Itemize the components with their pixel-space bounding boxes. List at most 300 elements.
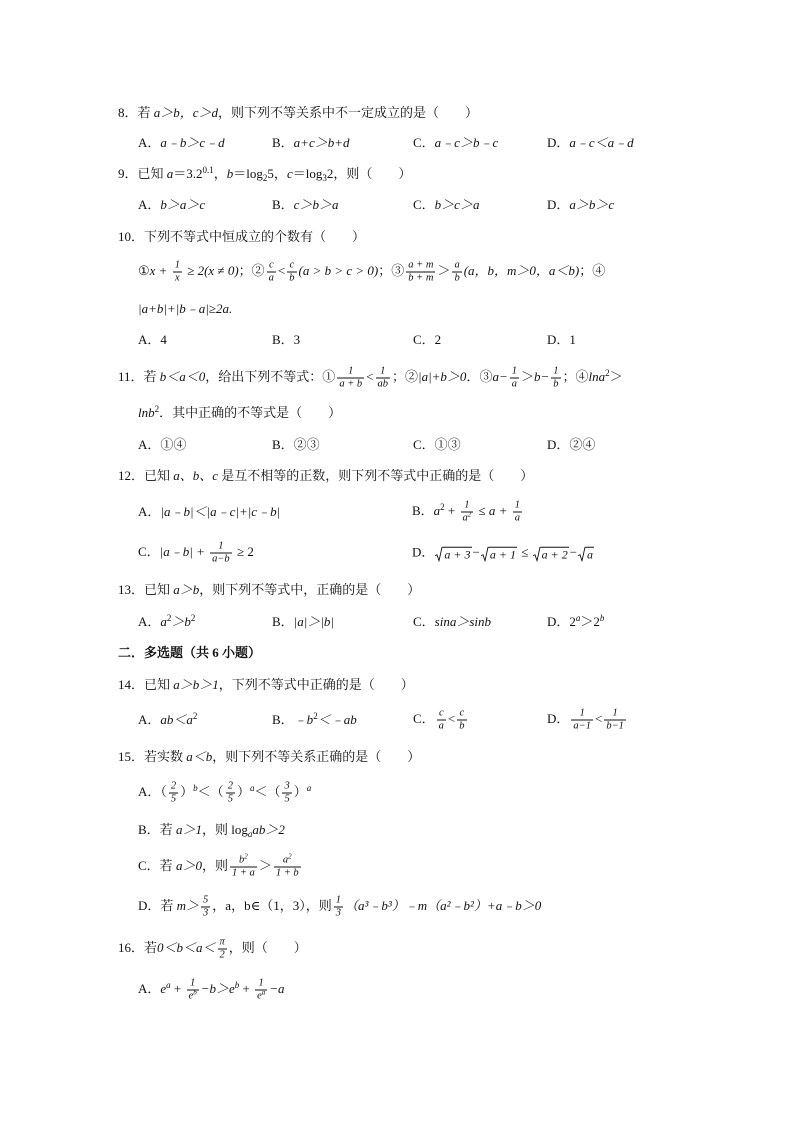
math-text: ＞ [520,368,534,384]
fraction-denominator: b [289,272,295,284]
q10-option-b [272,332,300,348]
math-text: a− [492,368,508,384]
stem-math: a＞b＞1 [173,677,219,692]
q8-option-d [547,135,634,151]
q9-option-c [413,197,479,213]
option-label: D． [138,897,161,913]
option-text: ②④ [569,437,596,452]
math-text: + [444,502,459,518]
fraction-numerator: 1 [604,708,626,721]
stem-math: a＞b [173,582,200,597]
option-label: A． [138,980,161,996]
option-text: ①④ [160,437,187,452]
math-text: a＞0 [175,857,202,873]
fraction-denominator: b [454,272,460,284]
option-label: C． [413,614,435,629]
fraction [337,366,364,391]
statement-separator: ；② [238,262,265,278]
exponent: a [249,782,255,793]
q11-option-c [413,437,461,453]
math-text: ＜﹣ab [317,712,357,727]
radicand: a + 3 [444,547,471,562]
numerator-base: a [282,854,289,866]
math-text: < [447,710,456,726]
fraction [452,260,461,285]
stem-text: 10．下列不等式中恒成立的个数有（ ） [118,229,366,244]
stem-text: 13．已知 [118,582,174,597]
q14-option-c [413,708,469,733]
math-text: ＞2 [580,614,600,629]
fraction-denominator: a−1 [573,720,591,732]
q13-option-b [272,614,334,630]
q16-option-a [138,978,285,1003]
question-11-stem-continued [138,405,341,421]
fraction [226,781,235,806]
option-text: ②③ [293,437,320,452]
math-text: ＞ [437,262,451,278]
exponent: 0.1 [202,165,214,175]
question-16-stem [118,937,307,962]
q13-option-a [138,614,195,630]
fraction [287,260,296,285]
q10-option-d [547,332,576,348]
option-label: D． [412,544,435,560]
fraction-numerator: 5 [203,894,209,906]
denominator-base: e [257,990,262,1002]
fraction-numerator: a [454,259,460,271]
log-base: a [247,829,253,839]
fraction-numerator: 1 [255,978,267,991]
math-text: < [366,368,374,384]
fraction [274,852,301,880]
option-label: D． [547,197,570,212]
fraction-denominator: 5 [170,793,177,805]
log-base: 2 [262,173,268,183]
math-text: + [239,980,254,996]
fraction-numerator: 1 [571,708,593,721]
option-label: C． [413,332,435,347]
radicand: a + 1 [489,547,516,562]
fraction-numerator: 2 [170,780,177,792]
fraction-denominator: a [438,720,444,732]
fraction [210,541,232,566]
q11-option-d [547,437,595,453]
stem-text: ＝log [292,166,323,181]
stem-text: ，给出下列不等式：① [205,368,336,384]
question-11-stem [118,366,623,391]
stem-math: b＜a＜0 [159,368,206,384]
q14-option-a [138,712,197,728]
fraction-denominator: 1 + b [275,867,299,879]
numerator-exponent: 2 [244,852,248,861]
log-base: 3 [322,173,327,183]
option-text: b＞c＞a [434,197,480,212]
fraction-numerator: 1 [337,366,364,379]
fraction-numerator: 1 [335,894,341,906]
math-text: ≥ 2(x ≠ 0) [183,262,239,278]
fraction-numerator: 1 [461,500,474,513]
question-10-statements [138,260,605,285]
option-label: C． [413,437,435,452]
stem-text: 是互不相等的正数，则下列不等式中正确的是（ ） [218,468,534,483]
math-text: lna [588,368,606,384]
statement-separator: ；② [392,368,419,384]
section-title-text: 二．多选题（共 6 小题） [118,645,262,660]
option-label: A． [138,712,161,727]
fraction-denominator [461,510,474,525]
statement-separator: ；③ [378,262,405,278]
statement-separator: ．③ [466,368,493,384]
exponent: a [575,613,581,623]
option-text: a＞b＞c [569,197,615,212]
statement-number: ① [138,262,150,278]
fraction-numerator: 1 [376,366,391,379]
q12-option-d [412,545,595,562]
math-text: a [433,502,441,518]
square-root [533,546,569,561]
fraction-denominator: b + m [408,272,434,284]
option-label: D． [547,710,570,726]
exponent: 2 [190,613,196,623]
math-text: ab＜a [160,712,193,727]
math-text: a＞1 [175,822,202,837]
fraction-denominator: 5 [284,793,290,805]
q10-option-a [138,332,167,348]
fraction-denominator: ab [377,378,388,390]
math-text: （a³﹣b³）﹣m（a²﹣b²）+a﹣b＞0 [344,897,542,913]
math-text: ﹣b [293,712,314,727]
question-13-stem [118,582,420,598]
option-text: c＞b＞a [293,197,339,212]
stem-text: ，下列不等式中正确的是（ ） [218,677,414,692]
q14-option-d [547,708,628,733]
fraction-numerator: 1 [210,541,232,554]
square-root [481,546,517,561]
fraction [187,978,199,1003]
math-text: |a+b|+|b﹣a|≥2a. [138,301,233,316]
question-12-stem [118,468,533,484]
math-text: （ [160,783,167,799]
q13-option-d [547,614,604,630]
option-text: ，则 log [201,822,248,837]
fraction-denominator: 5 [227,793,233,805]
radical-sign-icon [435,546,443,561]
option-label: B． [272,614,294,629]
fraction [376,366,391,391]
math-text: ） [236,783,250,799]
stem-text: 9．已知 [118,166,167,181]
math-text: ≥ 2 [233,543,254,559]
fraction-denominator: 3 [335,907,341,919]
math-text: (a > b > c > 0) [298,262,379,278]
fraction [255,978,267,1003]
stem-text: ，则（ ） [228,939,307,955]
fraction-numerator: 1 [187,978,199,991]
stem-text: ＝3.2 [173,166,203,181]
radical-sign-icon [533,546,541,561]
q15-option-c [138,852,303,880]
option-label: D． [547,135,570,150]
fraction-denominator [255,988,267,1003]
option-text: |a﹣b|＜|a﹣c|+|c﹣b| [160,504,281,519]
fraction-denominator: a + b [339,378,363,390]
fraction-denominator: 3 [203,907,209,919]
option-text: a+c＞b+d [293,135,350,150]
fraction [230,852,257,880]
fraction [282,781,291,806]
option-label: C． [138,543,160,559]
option-label: C． [413,197,435,212]
fraction [218,937,227,962]
stem-math: c [286,166,293,181]
fraction [551,366,560,391]
math-text: m＞ [176,897,200,913]
fraction-denominator: 2 [219,949,225,961]
math-text: ＜（ [197,783,224,799]
fraction-numerator [230,852,257,868]
math-text: x + [149,262,171,278]
q9-option-b [272,197,338,213]
square-root [435,546,471,561]
option-label: B． [272,197,294,212]
option-label: D． [547,332,570,347]
stem-text: 11．若 [118,368,160,384]
question-10-stem [118,229,365,245]
fraction [510,366,519,391]
fraction-numerator: 2 [227,780,233,792]
q9-option-a [138,197,205,213]
stem-math: a、b、c [173,468,219,483]
fraction [169,781,178,806]
question-10-statement-4 [138,301,232,317]
q13-option-c [413,614,491,630]
math-text: −a [269,980,285,996]
fraction [461,500,474,525]
option-label: A． [138,504,161,519]
q10-option-c [413,332,441,348]
stem-text: ，则下列不等关系中不一定成立的是（ ） [218,105,479,120]
fraction [267,260,276,285]
denominator-base: a [462,512,468,524]
fraction-denominator: a [514,512,520,524]
q11-option-b [272,437,320,453]
math-text: a [160,614,167,629]
math-text: ≤ a + [475,502,511,518]
exponent: b [193,782,198,793]
math-text: − [569,544,578,560]
option-text: |a|＞|b| [293,614,334,629]
exponent: b [234,979,240,990]
option-label: B． [272,437,294,452]
option-text: ①③ [434,437,461,452]
math-text: ） [180,783,194,799]
math-text: lnb [138,405,155,420]
stem-math: a [166,166,174,181]
numerator-base: b [239,854,245,866]
option-label: A． [138,197,161,212]
q8-option-a [138,135,225,151]
option-label: A． [138,332,161,347]
stem-math: a＜b [186,749,213,764]
fraction [604,708,626,733]
exponent: b [599,613,605,623]
exponent: a [166,979,171,990]
fraction-denominator: b [459,720,465,732]
math-text: ＞ [609,368,623,384]
option-label: B． [272,712,294,727]
q11-option-a [138,437,186,453]
exponent: 2 [440,501,445,512]
fraction [334,895,343,920]
option-text: 2 [434,332,442,347]
q12-option-a [138,504,280,520]
math-text: ＜（ [254,783,281,799]
stem-text: ，则下列不等式中，正确的是（ ） [199,582,421,597]
fraction-numerator: c [287,260,296,273]
fraction-numerator: c [267,260,276,273]
option-text: 4 [160,332,167,347]
math-text: + [170,980,185,996]
denominator-exponent: 2 [467,510,472,519]
question-9-stem [118,166,411,182]
math-text: −b＞e [200,980,235,996]
math-text: |a﹣b| + [159,543,209,559]
fraction-numerator [274,852,301,868]
option-text: a﹣c＞b﹣c [434,135,499,150]
question-15-stem [118,749,420,765]
math-text: 2 [569,614,576,629]
question-8-stem [118,105,478,121]
fraction-denominator: a−b [212,553,230,565]
stem-text: 16．若 [118,939,158,955]
math-text: e [160,980,167,996]
stem-text: ．其中正确的不等式是（ ） [159,405,342,420]
fraction [437,708,446,733]
stem-text: ， [213,166,227,181]
fraction-numerator: 1 [511,365,517,377]
fraction-numerator: 1 [553,365,559,377]
stem-text: 14．已知 [118,677,174,692]
fraction [513,500,522,525]
stem-math: a＞b，c＞d [153,105,219,120]
math-text: (a，b，m＞0，a＜b) [463,262,580,278]
stem-text: 12．已知 [118,468,174,483]
stem-text: 5， [267,166,287,181]
option-text: sina＞sinb [434,614,492,629]
radical-sign-icon [578,546,586,561]
fraction-denominator: 1 + a [231,867,255,879]
radicand: a [587,547,594,562]
option-text: b＞a＞c [160,197,206,212]
option-text: a﹣c＜a﹣d [569,135,634,150]
math-text: < [594,710,603,726]
option-text: ，则 [201,857,228,873]
fraction [406,260,435,285]
fraction [457,708,466,733]
option-text: 若 [160,897,177,913]
denominator-base: e [188,990,194,1002]
fraction-denominator: x [174,272,180,284]
option-text: 1 [569,332,576,347]
radicand: a + 2 [541,547,568,562]
radical-sign-icon [481,546,489,561]
fraction-denominator [187,988,199,1003]
option-label: A． [138,135,161,150]
square-root [578,546,594,561]
option-label: D． [547,437,570,452]
option-label: C． [413,135,435,150]
exponent: 2 [192,711,198,721]
option-text: 若 [159,857,176,873]
statement-separator: ；④ [579,262,606,278]
exponent: 2 [154,404,160,414]
exponent: a [306,782,312,793]
fraction-numerator: c [457,708,466,721]
fraction-numerator: 1 [514,499,520,511]
question-14-stem [118,677,414,693]
statement-separator: ；④ [562,368,589,384]
math-text: ＞b [171,614,191,629]
stem-text: ，则下列不等关系正确的是（ ） [212,749,421,764]
option-text: ，a，b∈（1，3），则 [212,897,332,913]
stem-text: 8．若 [118,105,154,120]
q8-option-c [413,135,498,151]
fraction-numerator: 3 [284,780,290,792]
math-text: ） [293,783,307,799]
q15-option-b [138,822,285,838]
fraction-denominator: a [511,378,517,390]
fraction-numerator: c [437,708,446,721]
denominator-exponent: a [261,988,266,997]
q15-option-d [138,895,541,920]
q14-option-b [272,712,357,728]
option-text: a﹣b＞c﹣d [160,135,225,150]
stem-text: 15．若实数 [118,749,187,764]
stem-math: 0＜b＜a＜ [157,939,216,955]
q9-option-d [547,197,614,213]
fraction-numerator: a + m [408,259,434,271]
option-text: 若 [159,822,176,837]
fraction-numerator: π [219,936,225,948]
option-label: C． [138,857,160,873]
stem-text: 2，则（ ） [326,166,412,181]
option-label: B． [272,332,294,347]
q15-option-a [138,781,311,806]
option-label: B． [272,135,294,150]
option-label: A． [138,783,161,799]
math-text: < [277,262,286,278]
fraction [173,260,182,285]
numerator-exponent: 2 [288,852,292,861]
math-text: ab＞2 [252,822,285,837]
fraction-denominator: a [268,272,274,284]
fraction-denominator: b−1 [606,720,624,732]
fraction [201,895,210,920]
section-title [118,645,261,661]
math-text: |a|+b＞0 [418,368,467,384]
math-text: ≤ [517,544,532,560]
option-label: B． [412,502,434,518]
exponent: 2 [313,711,318,721]
stem-text: ＝log [233,166,263,181]
q12-option-c [138,541,254,566]
fraction-denominator: b [553,378,559,390]
fraction-numerator: 1 [174,259,180,271]
denominator-exponent: b [193,988,197,997]
option-label: B． [138,822,160,837]
math-text: − [472,544,480,560]
option-label: D． [547,614,570,629]
